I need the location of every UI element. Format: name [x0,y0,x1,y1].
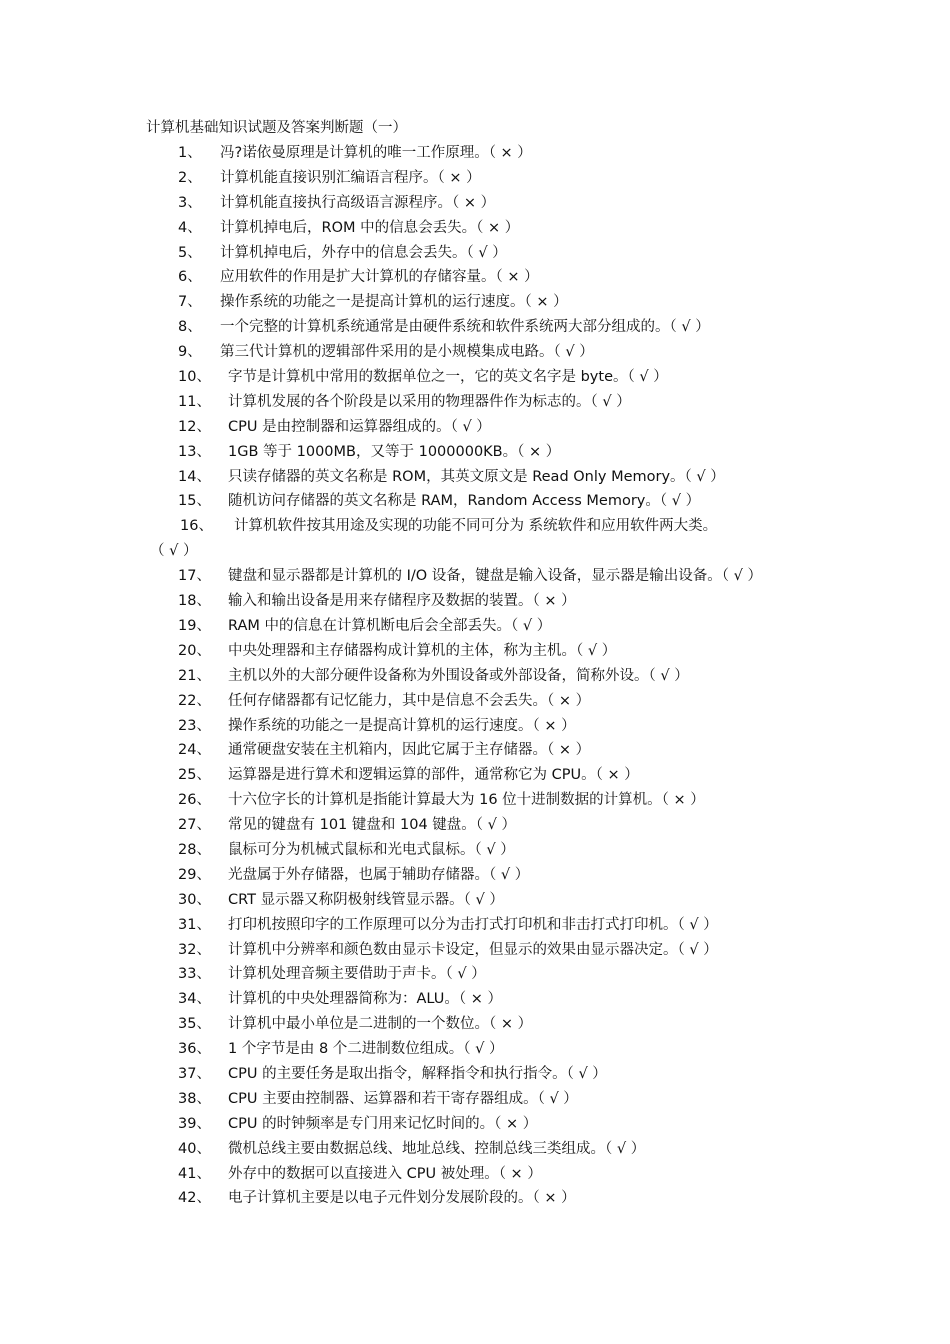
question-text: 光盘属于外存储器，也属于辅助存储器。（ √ ） [228,866,530,883]
question-item [0,815,950,840]
question-text: RAM 中的信息在计算机断电后会全部丢失。（ √ ） [228,617,552,634]
question-text: 计算机的中央处理器简称为：ALU。（ × ） [228,991,503,1008]
question-text: 打印机按照印字的工作原理可以分为击打式打印机和非击打式打印机。（ √ ） [228,916,718,933]
question-text: 计算机发展的各个阶段是以采用的物理器件作为标志的。（ √ ） [228,393,631,410]
question-number: 14、 [178,468,211,485]
question-text: 计算机处理音频主要借助于声卡。（ √ ） [228,966,486,983]
question-item [0,292,950,317]
question-item [0,1014,950,1039]
question-number: 35、 [178,1016,211,1033]
question-text: 操作系统的功能之一是提高计算机的运行速度。（ × ） [220,294,568,311]
question-item [0,317,950,342]
question-number: 41、 [178,1165,211,1182]
question-text: CRT 显示器又称阴极射线管显示器。（ √ ） [228,891,504,908]
question-text: 通常硬盘安装在主机箱内，因此它属于主存储器。（ × ） [228,742,591,759]
question-number: 39、 [178,1115,211,1132]
question-number: 18、 [178,593,211,610]
question-number: 23、 [178,717,211,734]
question-number: 6、 [178,269,202,286]
question-text: 鼠标可分为机械式鼠标和光电式鼠标。（ √ ） [228,841,515,858]
question-number: 15、 [178,493,211,510]
document-title: 计算机基础知识试题及答案判断题（一） [146,120,407,136]
question-item [0,491,950,516]
question-item [0,1139,950,1164]
question-number: 12、 [178,418,211,435]
question-text: 运算器是进行算术和逻辑运算的部件，通常称它为 CPU。（ × ） [228,767,639,784]
question-item [0,193,950,218]
question-item [0,641,950,666]
question-text: CPU 的主要任务是取出指令，解释指令和执行指令。（ √ ） [228,1065,607,1082]
question-item [0,566,950,591]
question-item [0,964,950,989]
question-number: 28、 [178,841,211,858]
question-item [0,740,950,765]
question-text: 十六位字长的计算机是指能计算最大为 16 位十进制数据的计算机。（ × ） [228,792,705,809]
question-item [0,765,950,790]
question-item [0,342,950,367]
question-item [0,790,950,815]
question-item [0,940,950,965]
question-number: 37、 [178,1065,211,1082]
question-text: 计算机掉电后，ROM 中的信息会丢失。（ × ） [220,219,520,236]
question-item [0,890,950,915]
question-number: 36、 [178,1041,211,1058]
question-number: 31、 [178,916,211,933]
question-text: 电子计算机主要是以电子元件划分发展阶段的。（ × ） [228,1190,576,1207]
question-number: 40、 [178,1140,211,1157]
question-text: 任何存储器都有记忆能力，其中是信息不会丢失。（ × ） [228,692,591,709]
question-text: 字节是计算机中常用的数据单位之一，它的英文名字是 byte。（ √ ） [228,369,668,386]
question-item [0,989,950,1014]
question-item [0,168,950,193]
question-number: 13、 [178,443,211,460]
question-number: 9、 [178,344,202,361]
question-number: 7、 [178,294,202,311]
question-item [0,218,950,243]
question-item [0,143,950,168]
question-item [0,267,950,292]
question-item [0,243,950,268]
question-number: 24、 [178,742,211,759]
question-text: 只读存储器的英文名称是 ROM，其英文原文是 Read Only Memory。（ √ ） [228,468,725,485]
question-item [0,392,950,417]
question-number: 17、 [178,568,211,585]
question-number: 26、 [178,792,211,809]
question-text: 应用软件的作用是扩大计算机的存储容量。（ × ） [220,269,539,286]
question-text: 计算机掉电后，外存中的信息会丢失。（ √ ） [220,244,507,261]
question-number: 1、 [178,145,202,161]
question-text: 计算机能直接执行高级语言源程序。（ × ） [220,194,496,211]
question-text: 计算机软件按其用途及实现的功能不同可分为 系统软件和应用软件两大类。 [234,518,718,535]
question-text: 1GB 等于 1000MB，又等于 1000000KB。（ × ） [228,443,561,460]
question-item [0,367,950,392]
question-text: 键盘和显示器都是计算机的 I/O 设备，键盘是输入设备，显示器是输出设备。（ √ ） [228,568,762,585]
question-text: 外存中的数据可以直接进入 CPU 被处理。（ × ） [228,1165,542,1182]
question-item [0,666,950,691]
question-item [0,1064,950,1089]
question-item [0,915,950,940]
question-item [0,516,950,566]
question-text: 微机总线主要由数据总线、地址总线、控制总线三类组成。（ √ ） [228,1140,646,1157]
question-text: 一个完整的计算机系统通常是由硬件系统和软件系统两大部分组成的。（ √ ） [220,319,710,336]
question-text: CPU 主要由控制器、运算器和若干寄存器组成。（ √ ） [228,1090,578,1107]
question-number: 5、 [178,244,202,261]
question-text: 第三代计算机的逻辑部件采用的是小规模集成电路。（ √ ） [220,344,594,361]
question-item [0,616,950,641]
question-item [0,591,950,616]
question-text: CPU 的时钟频率是专门用来记忆时间的。（ × ） [228,1115,538,1132]
question-text: 主机以外的大部分硬件设备称为外围设备或外部设备，简称外设。（ √ ） [228,667,689,684]
question-item [0,1188,950,1213]
question-number: 29、 [178,866,211,883]
question-item [0,1089,950,1114]
question-number: 19、 [178,617,211,634]
question-number: 22、 [178,692,211,709]
question-number: 38、 [178,1090,211,1107]
question-text: 计算机中最小单位是二进制的一个数位。（ × ） [228,1016,533,1033]
question-number: 42、 [178,1190,211,1207]
question-answer-continuation: （ √ ） [150,543,198,560]
question-number: 20、 [178,642,211,659]
question-number: 30、 [178,891,211,908]
question-number: 3、 [178,194,202,211]
question-text: 中央处理器和主存储器构成计算机的主体，称为主机。（ √ ） [228,642,617,659]
question-item [0,1039,950,1064]
question-number: 34、 [178,991,211,1008]
question-text: 操作系统的功能之一是提高计算机的运行速度。（ × ） [228,717,576,734]
question-number: 27、 [178,817,211,834]
question-item [0,691,950,716]
question-item [0,467,950,492]
question-number: 32、 [178,941,211,958]
question-text: 冯?诺依曼原理是计算机的唯一工作原理。（ × ） [220,145,532,161]
question-list [0,143,950,1213]
question-text: 计算机中分辨率和颜色数由显示卡设定，但显示的效果由显示器决定。（ √ ） [228,941,718,958]
question-item [0,417,950,442]
question-text: 1 个字节是由 8 个二进制数位组成。（ √ ） [228,1041,504,1058]
question-number: 16、 [180,518,213,535]
question-text: 输入和输出设备是用来存储程序及数据的装置。（ × ） [228,593,576,610]
question-text: 随机访问存储器的英文名称是 RAM，Random Access Memory。（ √ ） [228,493,701,510]
question-number: 21、 [178,667,211,684]
question-text: 计算机能直接识别汇编语言程序。（ × ） [220,169,481,186]
question-text: 常见的键盘有 101 键盘和 104 键盘。（ √ ） [228,817,516,834]
question-text: CPU 是由控制器和运算器组成的。（ √ ） [228,418,491,435]
question-item [0,840,950,865]
question-number: 8、 [178,319,202,336]
question-item [0,716,950,741]
question-number: 10、 [178,369,211,386]
question-item [0,442,950,467]
question-number: 11、 [178,393,211,410]
question-number: 2、 [178,169,202,186]
question-number: 33、 [178,966,211,983]
question-number: 4、 [178,219,202,236]
question-item [0,865,950,890]
question-item [0,1114,950,1139]
question-item [0,1164,950,1189]
question-number: 25、 [178,767,211,784]
